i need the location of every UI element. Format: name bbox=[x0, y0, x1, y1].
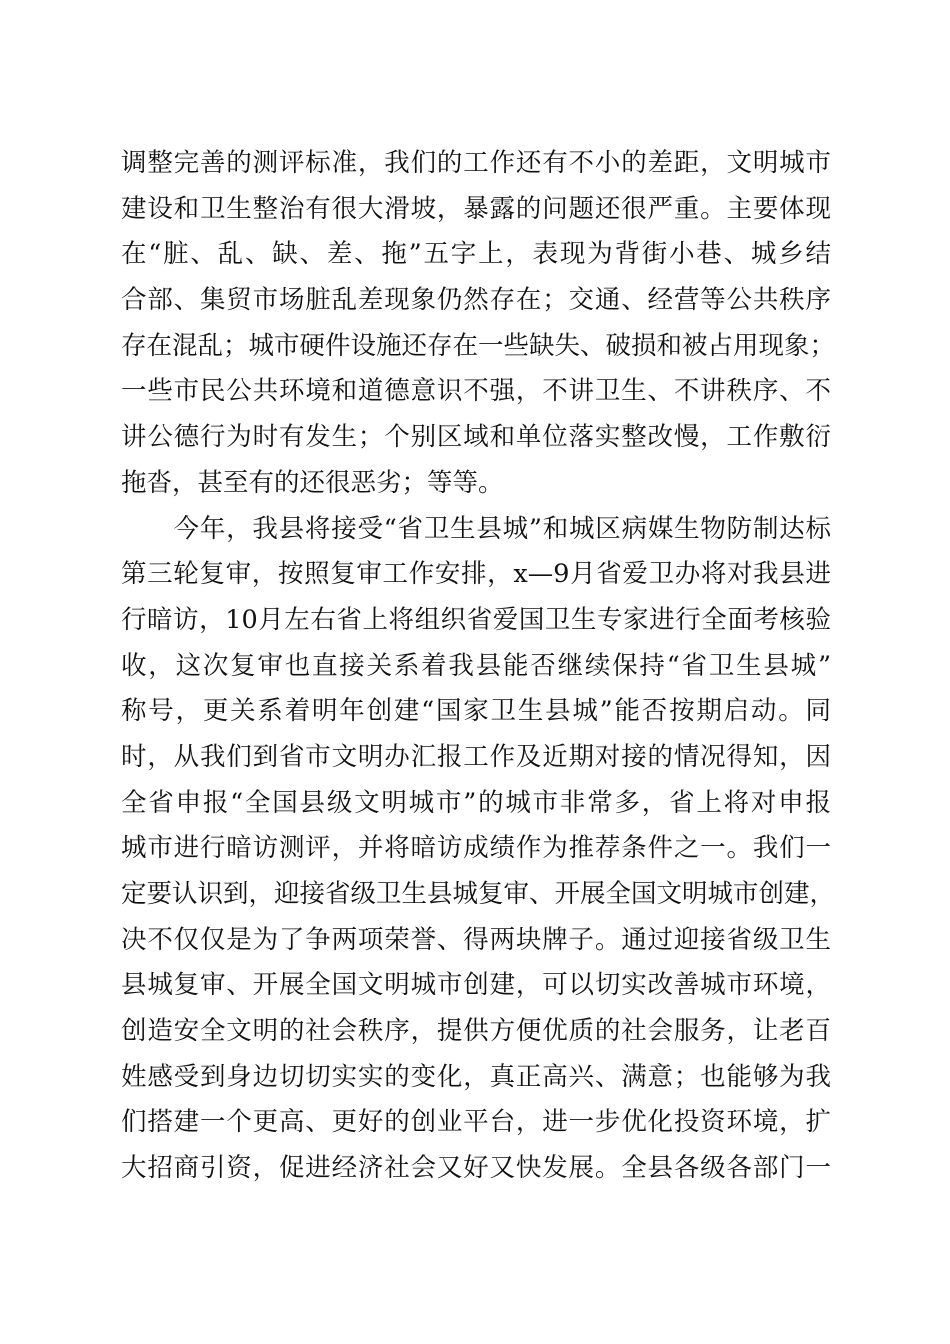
text-line: 第三轮复审，按照复审工作安排，x—9月省爱卫办将对我县进 bbox=[121, 559, 831, 590]
paragraph-start-line: 今年，我县将接受“省卫生县城”和城区病媒生物防制达标 bbox=[121, 513, 831, 544]
text-line: 合部、集贸市场脏乱差现象仍然存在；交通、经营等公共秩序 bbox=[121, 285, 831, 316]
text-line: 一些市民公共环境和道德意识不强，不讲卫生、不讲秩序、不 bbox=[121, 376, 831, 407]
text-line: 调整完善的测评标准，我们的工作还有不小的差距，文明城市 bbox=[121, 148, 831, 178]
text-line: 县城复审、开展全国文明城市创建，可以切实改善城市环境， bbox=[121, 970, 831, 1001]
text-line: 城市进行暗访测评，并将暗访成绩作为推荐条件之一。我们一 bbox=[121, 833, 831, 864]
body-text bbox=[121, 141, 836, 1192]
text-line: 全省申报“全国县级文明城市”的城市非常多，省上将对申报 bbox=[121, 787, 831, 818]
text-line: 定要认识到，迎接省级卫生县城复审、开展全国文明城市创建， bbox=[121, 879, 836, 909]
text-line: 时，从我们到省市文明办汇报工作及近期对接的情况得知，因 bbox=[121, 741, 831, 772]
text-line: 姓感受到身边切切实实的变化，真正高兴、满意；也能够为我 bbox=[121, 1061, 831, 1092]
paragraph-end-line: 拖沓，甚至有的还很恶劣；等等。 bbox=[121, 467, 504, 498]
text-line: 创造安全文明的社会秩序，提供方便优质的社会服务，让老百 bbox=[121, 1016, 831, 1047]
text-line: 收，这次复审也直接关系着我县能否继续保持“省卫生县城” bbox=[121, 650, 831, 681]
text-line: 大招商引资，促进经济社会又好又快发展。全县各级各部门一 bbox=[121, 1153, 831, 1184]
text-line: 存在混乱；城市硬件设施还存在一些缺失、破损和被占用现象； bbox=[121, 330, 836, 361]
text-line: 们搭建一个更高、更好的创业平台，进一步优化投资环境，扩 bbox=[121, 1107, 831, 1138]
text-line: 决不仅仅是为了争两项荣誉、得两块牌子。通过迎接省级卫生 bbox=[121, 924, 831, 955]
text-line: 在“脏、乱、缺、差、拖”五字上，表现为背街小巷、城乡结 bbox=[121, 239, 831, 270]
text-line: 讲公德行为时有发生；个别区域和单位落实整改慢，工作敷衍 bbox=[121, 422, 831, 453]
text-line: 建设和卫生整治有很大滑坡，暴露的问题还很严重。主要体现 bbox=[121, 193, 831, 224]
text-line: 行暗访，10月左右省上将组织省爱国卫生专家进行全面考核验 bbox=[121, 604, 831, 635]
text-line: 称号，更关系着明年创建“国家卫生县城”能否按期启动。同 bbox=[121, 696, 831, 727]
